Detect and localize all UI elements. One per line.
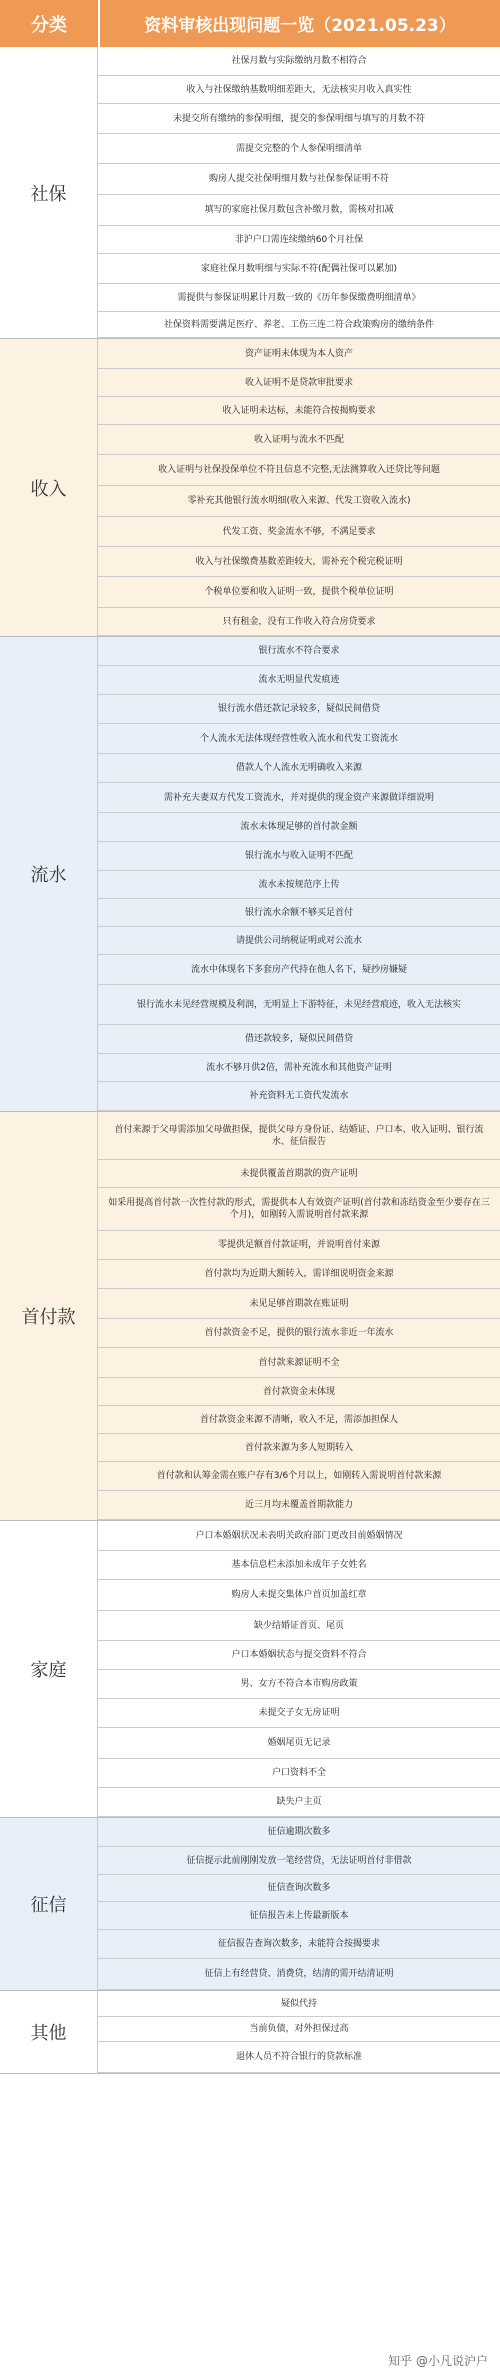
issue-item: 购房人提交社保明细月数与社保参保证明不符 <box>98 164 500 195</box>
issue-item: 户口本婚姻状态与提交资料不符合 <box>98 1641 500 1670</box>
issue-item: 退休人员不符合银行的贷款标准 <box>98 2042 500 2073</box>
issue-item: 需补充夫妻双方代发工资流水，并对提供的现金资产来源做详细说明 <box>98 783 500 813</box>
section-0 <box>0 47 500 339</box>
issue-item: 流水未体现足够的首付款金额 <box>98 813 500 842</box>
issue-item: 征信查询次数多 <box>98 1875 500 1902</box>
category-label: 其他 <box>0 1991 98 2073</box>
issue-list <box>98 47 500 338</box>
issue-item: 借款人个人流水无明确收入来源 <box>98 754 500 783</box>
issue-item: 资产证明未体现为本人资产 <box>98 339 500 369</box>
issue-item: 收入证明未达标，未能符合按揭购要求 <box>98 397 500 425</box>
issue-item: 缺少结婚证首页、尾页 <box>98 1611 500 1641</box>
watermark: 知乎 @小凡说沪户 <box>388 2354 488 2368</box>
issue-item: 填写的家庭社保月数包含补缴月数，需核对扣减 <box>98 195 500 226</box>
issue-item: 收入证明与流水不匹配 <box>98 425 500 455</box>
issue-item: 购房人未提交集体户首页加盖红章 <box>98 1580 500 1611</box>
category-column-header: 分类 <box>0 0 100 47</box>
category-label: 流水 <box>0 637 98 1111</box>
issue-item: 近三月均未覆盖首期款能力 <box>98 1491 500 1520</box>
issue-item: 首付款来源为多人短期转入 <box>98 1434 500 1462</box>
issue-item: 银行流水借还款记录较多，疑似民间借贷 <box>98 695 500 724</box>
issue-item: 如采用提高首付款一次性付款的形式，需提供本人有效资产证明(首付款和冻结资金至少要存在三个月)，如刚转入需说明首付款来源 <box>98 1188 500 1231</box>
issue-item: 个人流水无法体现经营性收入流水和代发工资流水 <box>98 724 500 754</box>
issue-item: 首付款资金来源不清晰，收入不足，需添加担保人 <box>98 1406 500 1434</box>
issue-item: 征信提示此前刚刚发放一笔经营贷，无法证明首付非借款 <box>98 1847 500 1875</box>
category-label: 首付款 <box>0 1112 98 1520</box>
issue-item: 缺失户主页 <box>98 1788 500 1817</box>
issue-item: 征信上有经营贷、消费贷，结清的需开结清证明 <box>98 1959 500 1990</box>
issue-item: 未见足够首期款在账证明 <box>98 1289 500 1319</box>
issue-item: 需提供与参保证明累计月数一致的《历年参保缴费明细清单》 <box>98 284 500 312</box>
issue-item: 首付款资金不足，提供的银行流水非近一年流水 <box>98 1319 500 1348</box>
issue-item: 银行流水与收入证明不匹配 <box>98 842 500 871</box>
issue-item: 征信报告查询次数多，未能符合按揭要求 <box>98 1930 500 1959</box>
issue-item: 银行流水不符合要求 <box>98 637 500 666</box>
issue-item: 户口资料不全 <box>98 1759 500 1788</box>
issue-item: 户口本婚姻状况未表明关政府部门更改目前婚姻情况 <box>98 1521 500 1551</box>
issue-item: 收入与社保缴费基数差距较大，需补充个税完税证明 <box>98 547 500 577</box>
issue-item: 征信报告未上传最新版本 <box>98 1902 500 1930</box>
issue-item: 社保月数与实际缴纳月数不相符合 <box>98 47 500 76</box>
category-label: 收入 <box>0 339 98 636</box>
section-3 <box>0 1112 500 1521</box>
issue-item: 首付款来源证明不全 <box>98 1348 500 1378</box>
table-header <box>0 0 500 47</box>
issue-item: 银行流水未见经营规模及利润，无明显上下游特征，未见经营痕迹，收入无法核实 <box>98 985 500 1025</box>
category-label: 征信 <box>0 1818 98 1990</box>
issue-item: 个税单位要和收入证明一致，提供个税单位证明 <box>98 577 500 608</box>
table-title: 资料审核出现问题一览（2021.05.23） <box>144 16 456 36</box>
issue-item: 非沪户口需连续缴纳60个月社保 <box>98 226 500 254</box>
issue-item: 流水无明显代发痕迹 <box>98 666 500 695</box>
issue-list <box>98 1112 500 1520</box>
issue-item: 零提供足额首付款证明，并说明首付来源 <box>98 1231 500 1260</box>
issue-item: 首付款资金未体现 <box>98 1378 500 1406</box>
section-1 <box>0 339 500 637</box>
issue-list <box>98 1818 500 1990</box>
section-5 <box>0 1818 500 1991</box>
issue-list <box>98 637 500 1111</box>
issue-item: 代发工资、奖金流水不够，不满足要求 <box>98 517 500 547</box>
issue-item: 零补充其他银行流水明细(收入来源、代发工资收入流水) <box>98 486 500 517</box>
issue-item: 未提供覆盖首期款的资产证明 <box>98 1160 500 1188</box>
issue-item: 未提交子女无房证明 <box>98 1699 500 1728</box>
table-body <box>0 47 500 2074</box>
issue-item: 流水中体现名下多套房产代持在他人名下，疑抄房嫌疑 <box>98 955 500 985</box>
section-2 <box>0 637 500 1112</box>
issue-item: 借还款较多，疑似民间借贷 <box>98 1025 500 1054</box>
issue-item: 补充资料无工资代发流水 <box>98 1082 500 1111</box>
issue-item: 收入证明与社保投保单位不符且信息不完整,无法测算收入还贷比等问题 <box>98 455 500 486</box>
issue-item: 基本信息栏未添加未成年子女姓名 <box>98 1551 500 1580</box>
section-4 <box>0 1521 500 1818</box>
issue-item: 当前负债，对外担保过高 <box>98 2017 500 2042</box>
issue-item: 首付来源于父母需添加父母做担保，提供父母方身份证、结婚证、户口本、收入证明、银行流水、征信报告 <box>98 1112 500 1160</box>
issue-item: 请提供公司纳税证明或对公流水 <box>98 927 500 955</box>
issue-list <box>98 1991 500 2073</box>
section-6 <box>0 1991 500 2074</box>
issue-item: 收入证明不是贷款审批要求 <box>98 369 500 397</box>
issue-item: 疑似代持 <box>98 1991 500 2017</box>
category-label: 家庭 <box>0 1521 98 1817</box>
category-label: 社保 <box>0 47 98 338</box>
issue-item: 需提交完整的个人参保明细清单 <box>98 134 500 164</box>
issue-item: 征信逾期次数多 <box>98 1818 500 1847</box>
issue-item: 婚姻尾页无记录 <box>98 1728 500 1759</box>
issue-list <box>98 339 500 636</box>
issue-item: 未提交所有缴纳的参保明细，提交的参保明细与填写的月数不符 <box>98 104 500 134</box>
issue-item: 收入与社保缴纳基数明细差距大，无法核实月收入真实性 <box>98 76 500 104</box>
issue-item: 家庭社保月数明细与实际不符(配偶社保可以累加) <box>98 254 500 284</box>
issue-item: 男、女方不符合本市购房政策 <box>98 1670 500 1699</box>
issue-item: 首付款和认筹金需在账户存有3/6个月以上，如刚转入需说明首付款来源 <box>98 1462 500 1491</box>
issue-item: 社保资料需要满足医疗、养老、工伤三连二符合政策购房的缴纳条件 <box>98 312 500 338</box>
issue-list <box>98 1521 500 1817</box>
issue-item: 首付款均为近期大额转入，需详细说明资金来源 <box>98 1260 500 1289</box>
issue-item: 只有租金，没有工作收入符合房贷要求 <box>98 608 500 636</box>
issue-item: 流水未按规范序上传 <box>98 871 500 899</box>
issue-item: 流水不够月供2倍，需补充流水和其他资产证明 <box>98 1054 500 1082</box>
issue-item: 银行流水余额不够买足首付 <box>98 899 500 927</box>
